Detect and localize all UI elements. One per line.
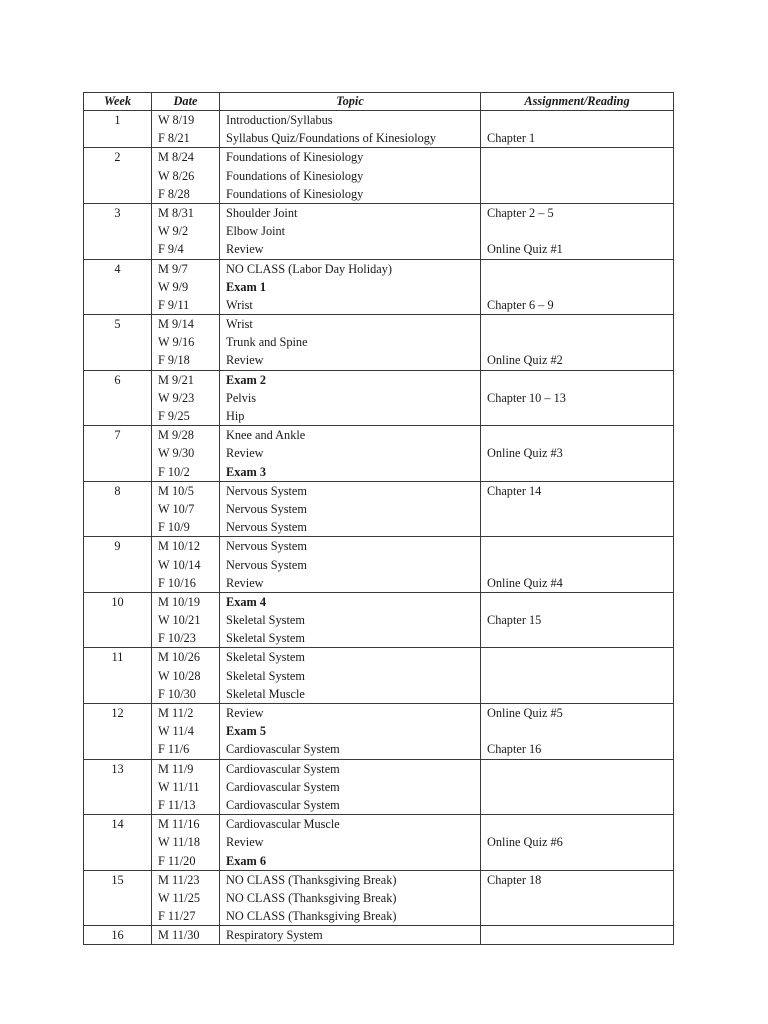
date-line: M 9/14 bbox=[158, 317, 194, 332]
topic-cell bbox=[220, 148, 481, 204]
assignment-cell bbox=[481, 704, 674, 760]
week-cell: 3 bbox=[84, 203, 152, 259]
topic-line: Wrist bbox=[226, 317, 253, 332]
header-row bbox=[84, 93, 674, 111]
date-line: F 9/4 bbox=[158, 242, 184, 257]
topic-line: Exam 1 bbox=[226, 279, 266, 294]
date-cell bbox=[152, 481, 220, 537]
date-cell bbox=[152, 259, 220, 315]
date-cell bbox=[152, 759, 220, 815]
topic-line: Cardiovascular System bbox=[226, 779, 340, 794]
assignment-line: Chapter 2 – 5 bbox=[487, 205, 554, 220]
assignment-line bbox=[487, 333, 667, 351]
date-line: M 11/23 bbox=[158, 872, 200, 887]
date-line: W 10/21 bbox=[158, 613, 201, 628]
assignment-line bbox=[487, 260, 667, 278]
date-line: M 11/16 bbox=[158, 817, 200, 832]
topic-cell bbox=[220, 759, 481, 815]
assignment-line bbox=[487, 278, 667, 296]
date-cell bbox=[152, 370, 220, 426]
header-topic: Topic bbox=[220, 93, 481, 111]
assignment-line bbox=[487, 815, 667, 833]
date-cell bbox=[152, 537, 220, 593]
assignment-line bbox=[487, 407, 667, 425]
week-cell: 13 bbox=[84, 759, 152, 815]
date-line: W 10/14 bbox=[158, 557, 201, 572]
topic-cell bbox=[220, 203, 481, 259]
date-cell bbox=[152, 815, 220, 871]
date-line: W 11/11 bbox=[158, 779, 200, 794]
assignment-line: Chapter 18 bbox=[487, 872, 542, 887]
topic-line: Syllabus Quiz/Foundations of Kinesiology bbox=[226, 131, 437, 146]
week-cell: 5 bbox=[84, 315, 152, 371]
assignment-cell bbox=[481, 370, 674, 426]
assignment-line bbox=[487, 760, 667, 778]
date-line: F 8/28 bbox=[158, 186, 190, 201]
topic-line: Review bbox=[226, 835, 264, 850]
topic-cell bbox=[220, 704, 481, 760]
table-row bbox=[84, 315, 674, 371]
table-row bbox=[84, 648, 674, 704]
date-line: F 9/11 bbox=[158, 297, 190, 312]
header-week: Week bbox=[84, 93, 152, 111]
date-cell bbox=[152, 648, 220, 704]
week-cell: 9 bbox=[84, 537, 152, 593]
date-line: F 11/20 bbox=[158, 853, 196, 868]
date-line: M 9/7 bbox=[158, 261, 188, 276]
table-header bbox=[84, 93, 674, 111]
week-cell: 1 bbox=[84, 111, 152, 148]
week-cell: 7 bbox=[84, 426, 152, 482]
table-row bbox=[84, 592, 674, 648]
assignment-line: Online Quiz #6 bbox=[487, 835, 563, 850]
topic-line: Cardiovascular System bbox=[226, 742, 340, 757]
week-cell: 6 bbox=[84, 370, 152, 426]
date-line: M 9/21 bbox=[158, 372, 194, 387]
date-line: F 10/30 bbox=[158, 686, 196, 701]
date-line: W 8/19 bbox=[158, 113, 195, 127]
assignment-line: Online Quiz #1 bbox=[487, 242, 563, 257]
topic-cell bbox=[220, 648, 481, 704]
topic-cell bbox=[220, 259, 481, 315]
topic-cell bbox=[220, 926, 481, 945]
date-line: F 10/23 bbox=[158, 631, 196, 646]
topic-line: Elbow Joint bbox=[226, 224, 286, 239]
date-line: F 11/13 bbox=[158, 797, 196, 812]
assignment-line bbox=[487, 556, 667, 574]
topic-line: Exam 3 bbox=[226, 464, 266, 479]
date-line: M 8/31 bbox=[158, 205, 194, 220]
assignment-cell bbox=[481, 815, 674, 871]
date-line: M 9/28 bbox=[158, 428, 194, 443]
assignment-line: Chapter 1 bbox=[487, 131, 536, 146]
date-cell bbox=[152, 926, 220, 945]
topic-line: Cardiovascular System bbox=[226, 761, 340, 776]
assignment-cell bbox=[481, 426, 674, 482]
assignment-line: Chapter 15 bbox=[487, 613, 542, 628]
topic-line: Exam 5 bbox=[226, 724, 266, 739]
date-line: M 10/5 bbox=[158, 483, 194, 498]
assignment-line bbox=[487, 167, 667, 185]
assignment-cell bbox=[481, 648, 674, 704]
date-cell bbox=[152, 111, 220, 148]
topic-line: Skeletal System bbox=[226, 650, 305, 665]
date-line: W 9/2 bbox=[158, 224, 189, 239]
date-line: W 10/28 bbox=[158, 668, 201, 683]
table-row bbox=[84, 111, 674, 148]
topic-line: Exam 4 bbox=[226, 594, 266, 609]
topic-cell bbox=[220, 426, 481, 482]
assignment-line bbox=[487, 796, 667, 814]
topic-line: Trunk and Spine bbox=[226, 335, 308, 350]
topic-line: Skeletal System bbox=[226, 631, 305, 646]
assignment-cell bbox=[481, 870, 674, 926]
assignment-cell bbox=[481, 926, 674, 945]
assignment-line: Online Quiz #3 bbox=[487, 446, 563, 461]
topic-line: Skeletal System bbox=[226, 668, 305, 683]
topic-line: Shoulder Joint bbox=[226, 205, 298, 220]
topic-line: NO CLASS (Labor Day Holiday) bbox=[226, 261, 392, 276]
topic-cell bbox=[220, 370, 481, 426]
schedule-table bbox=[83, 92, 674, 945]
week-cell: 15 bbox=[84, 870, 152, 926]
week-cell: 8 bbox=[84, 481, 152, 537]
topic-line: Nervous System bbox=[226, 483, 307, 498]
date-line: F 9/25 bbox=[158, 409, 190, 423]
assignment-line bbox=[487, 629, 667, 647]
assignment-line bbox=[487, 315, 667, 333]
date-line: F 10/16 bbox=[158, 575, 196, 590]
date-line: F 11/6 bbox=[158, 742, 190, 757]
assignment-cell bbox=[481, 203, 674, 259]
topic-line: Skeletal System bbox=[226, 613, 305, 628]
topic-line: NO CLASS (Thanksgiving Break) bbox=[226, 890, 397, 905]
date-line: W 10/7 bbox=[158, 501, 195, 516]
assignment-line: Chapter 16 bbox=[487, 742, 542, 757]
table-row bbox=[84, 370, 674, 426]
assignment-line: Chapter 10 – 13 bbox=[487, 390, 566, 405]
date-line: F 8/21 bbox=[158, 131, 190, 146]
week-cell: 14 bbox=[84, 815, 152, 871]
date-line: W 11/4 bbox=[158, 724, 194, 739]
topic-line: Review bbox=[226, 575, 264, 590]
topic-line: Review bbox=[226, 446, 264, 461]
assignment-line: Chapter 6 – 9 bbox=[487, 297, 554, 312]
assignment-line bbox=[487, 463, 667, 481]
topic-line: Review bbox=[226, 353, 264, 368]
assignment-line bbox=[487, 518, 667, 536]
table-row bbox=[84, 426, 674, 482]
topic-cell bbox=[220, 870, 481, 926]
date-line: M 8/24 bbox=[158, 150, 194, 165]
topic-line: Hip bbox=[226, 409, 245, 423]
week-cell: 4 bbox=[84, 259, 152, 315]
date-cell bbox=[152, 592, 220, 648]
assignment-cell bbox=[481, 315, 674, 371]
date-line: W 8/26 bbox=[158, 168, 195, 183]
assignment-line: Online Quiz #2 bbox=[487, 353, 563, 368]
assignment-line bbox=[487, 537, 667, 555]
assignment-line bbox=[487, 778, 667, 796]
topic-line: NO CLASS (Thanksgiving Break) bbox=[226, 909, 397, 924]
week-cell: 12 bbox=[84, 704, 152, 760]
assignment-cell bbox=[481, 148, 674, 204]
topic-cell bbox=[220, 815, 481, 871]
assignment-line bbox=[487, 722, 667, 740]
date-cell bbox=[152, 426, 220, 482]
assignment-line bbox=[487, 889, 667, 907]
date-line: W 11/25 bbox=[158, 890, 201, 905]
date-line: F 9/18 bbox=[158, 353, 190, 368]
table-row bbox=[84, 203, 674, 259]
week-cell: 16 bbox=[84, 926, 152, 945]
date-line: M 10/26 bbox=[158, 650, 201, 665]
topic-line: Knee and Ankle bbox=[226, 428, 306, 443]
date-line: M 11/9 bbox=[158, 761, 194, 776]
assignment-line bbox=[487, 907, 667, 925]
topic-cell bbox=[220, 592, 481, 648]
topic-line: NO CLASS (Thanksgiving Break) bbox=[226, 872, 397, 887]
table-row bbox=[84, 704, 674, 760]
assignment-line bbox=[487, 926, 667, 944]
assignment-line bbox=[487, 148, 667, 166]
date-line: W 9/30 bbox=[158, 446, 195, 461]
assignment-line bbox=[487, 852, 667, 870]
date-cell bbox=[152, 148, 220, 204]
date-line: W 11/18 bbox=[158, 835, 201, 850]
assignment-line bbox=[487, 185, 667, 203]
date-line: M 10/19 bbox=[158, 594, 201, 609]
topic-line: Exam 6 bbox=[226, 853, 266, 868]
week-cell: 2 bbox=[84, 148, 152, 204]
topic-cell bbox=[220, 315, 481, 371]
table-body bbox=[84, 111, 674, 945]
table-row bbox=[84, 759, 674, 815]
assignment-cell bbox=[481, 481, 674, 537]
topic-line: Review bbox=[226, 242, 264, 257]
date-line: W 9/23 bbox=[158, 390, 195, 405]
header-assignment: Assignment/Reading bbox=[481, 93, 674, 111]
topic-line: Introduction/Syllabus bbox=[226, 113, 333, 127]
assignment-line bbox=[487, 371, 667, 389]
assignment-line: Chapter 14 bbox=[487, 483, 542, 498]
header-date: Date bbox=[152, 93, 220, 111]
assignment-cell bbox=[481, 537, 674, 593]
date-line: M 11/2 bbox=[158, 706, 194, 720]
date-cell bbox=[152, 870, 220, 926]
table-row bbox=[84, 537, 674, 593]
date-line: M 11/30 bbox=[158, 928, 200, 943]
assignment-cell bbox=[481, 592, 674, 648]
assignment-line bbox=[487, 500, 667, 518]
topic-cell bbox=[220, 537, 481, 593]
date-line: M 10/12 bbox=[158, 539, 201, 554]
topic-cell bbox=[220, 111, 481, 148]
date-line: F 10/9 bbox=[158, 520, 190, 535]
assignment-line bbox=[487, 685, 667, 703]
date-line: F 11/27 bbox=[158, 909, 196, 924]
table-row bbox=[84, 481, 674, 537]
assignment-line: Online Quiz #4 bbox=[487, 575, 563, 590]
assignment-cell bbox=[481, 259, 674, 315]
table-row bbox=[84, 815, 674, 871]
date-cell bbox=[152, 203, 220, 259]
topic-line: Foundations of Kinesiology bbox=[226, 186, 364, 201]
topic-line: Cardiovascular Muscle bbox=[226, 817, 340, 832]
topic-cell bbox=[220, 481, 481, 537]
topic-line: Wrist bbox=[226, 297, 253, 312]
topic-line: Exam 2 bbox=[226, 372, 266, 387]
topic-line: Nervous System bbox=[226, 539, 307, 554]
topic-line: Pelvis bbox=[226, 390, 257, 405]
assignment-line bbox=[487, 426, 667, 444]
week-cell: 11 bbox=[84, 648, 152, 704]
topic-line: Nervous System bbox=[226, 520, 307, 535]
topic-line: Cardiovascular System bbox=[226, 797, 340, 812]
assignment-line bbox=[487, 222, 667, 240]
topic-line: Skeletal Muscle bbox=[226, 686, 305, 701]
date-line: F 10/2 bbox=[158, 464, 190, 479]
table-row bbox=[84, 259, 674, 315]
topic-line: Foundations of Kinesiology bbox=[226, 150, 364, 165]
topic-line: Nervous System bbox=[226, 501, 307, 516]
table-row bbox=[84, 148, 674, 204]
assignment-line: Online Quiz #5 bbox=[487, 706, 563, 720]
topic-line: Review bbox=[226, 706, 264, 720]
topic-line: Respiratory System bbox=[226, 928, 323, 943]
assignment-cell bbox=[481, 111, 674, 148]
topic-line: Foundations of Kinesiology bbox=[226, 168, 364, 183]
assignment-line bbox=[487, 111, 667, 129]
assignment-line bbox=[487, 593, 667, 611]
date-cell bbox=[152, 315, 220, 371]
assignment-line bbox=[487, 648, 667, 666]
table-row bbox=[84, 870, 674, 926]
week-cell: 10 bbox=[84, 592, 152, 648]
date-line: W 9/9 bbox=[158, 279, 189, 294]
assignment-cell bbox=[481, 759, 674, 815]
date-line: W 9/16 bbox=[158, 335, 195, 350]
date-cell bbox=[152, 704, 220, 760]
table-row bbox=[84, 926, 674, 945]
topic-line: Nervous System bbox=[226, 557, 307, 572]
assignment-line bbox=[487, 667, 667, 685]
